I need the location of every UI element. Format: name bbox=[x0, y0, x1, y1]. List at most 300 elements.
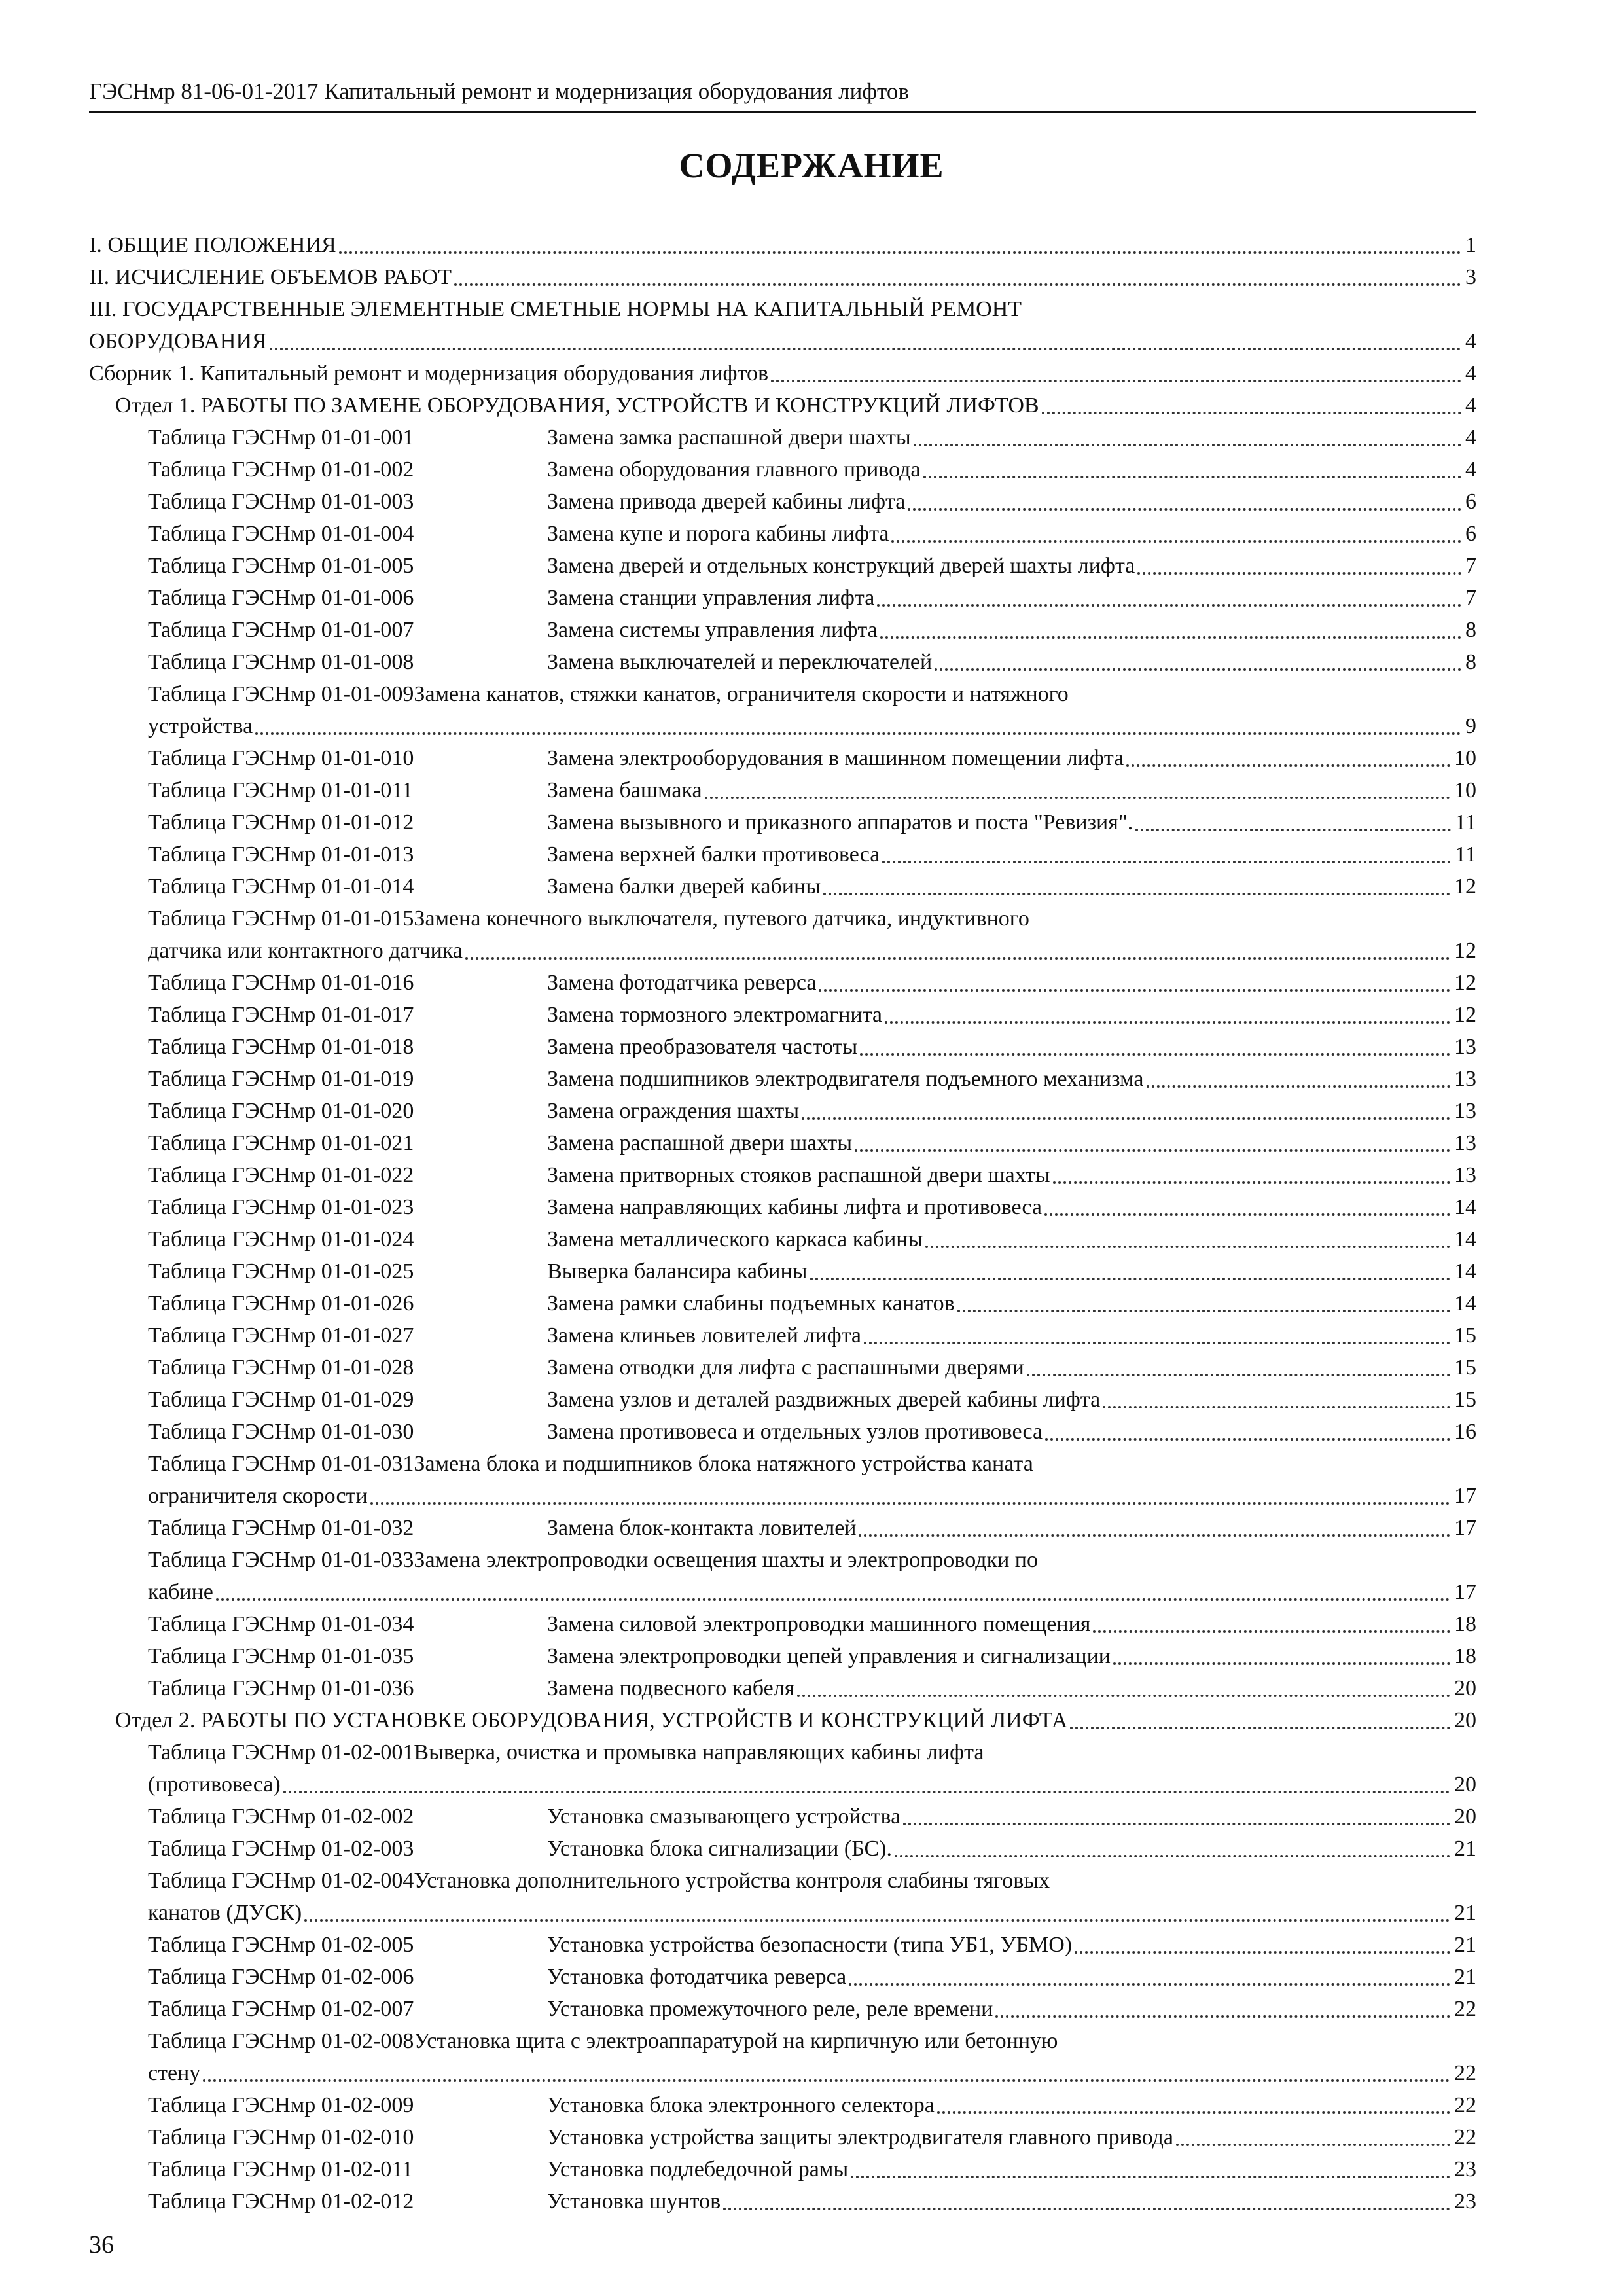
toc-line bbox=[89, 454, 1476, 486]
toc-entry[interactable] bbox=[89, 1801, 1476, 1833]
toc-line bbox=[89, 935, 1476, 967]
dot-leader bbox=[891, 540, 1461, 543]
toc-line bbox=[89, 1736, 1476, 1768]
toc-entry-title: Установка фотодатчика реверса bbox=[547, 1965, 847, 1989]
toc-table-code: Таблица ГЭСНмр 01-02-008 bbox=[148, 2029, 414, 2053]
dot-leader bbox=[304, 1919, 1450, 1922]
toc-entry[interactable] bbox=[89, 582, 1476, 614]
toc-entry[interactable] bbox=[89, 229, 1476, 261]
dot-leader bbox=[1070, 1727, 1450, 1729]
toc-page-number: 3 bbox=[1465, 265, 1476, 289]
toc-page-number: 14 bbox=[1454, 1291, 1476, 1316]
toc-table-code: Таблица ГЭСНмр 01-02-007 bbox=[148, 1997, 414, 2021]
toc-table-code: Таблица ГЭСНмр 01-01-008 bbox=[148, 650, 414, 674]
toc-line bbox=[89, 838, 1476, 870]
dot-leader bbox=[1135, 829, 1451, 831]
toc-page-number: 23 bbox=[1454, 2189, 1476, 2214]
toc-entry[interactable] bbox=[89, 1993, 1476, 2025]
toc-entry-title: Установка блока электронного селектора bbox=[547, 2093, 935, 2117]
toc-line bbox=[89, 1255, 1476, 1287]
toc-line bbox=[89, 2089, 1476, 2121]
toc-page-number: 17 bbox=[1454, 1484, 1476, 1508]
toc-page-number: 6 bbox=[1465, 522, 1476, 546]
toc-line bbox=[89, 1993, 1476, 2025]
toc-entry[interactable] bbox=[89, 2089, 1476, 2121]
toc-entry[interactable] bbox=[89, 1608, 1476, 1640]
toc-entry-title-cont: (противовеса) bbox=[148, 1772, 281, 1797]
dot-leader bbox=[705, 797, 1450, 799]
toc-line bbox=[89, 1159, 1476, 1191]
toc-page-number: 8 bbox=[1465, 650, 1476, 674]
toc-entry[interactable] bbox=[89, 454, 1476, 486]
toc-entry[interactable] bbox=[89, 293, 1476, 357]
toc-line bbox=[89, 742, 1476, 774]
dot-leader bbox=[864, 1342, 1450, 1344]
toc-entry-title: Замена башмака bbox=[547, 778, 702, 802]
toc-table-code: Таблица ГЭСНмр 01-01-002 bbox=[148, 457, 414, 482]
toc-page-number: 14 bbox=[1454, 1227, 1476, 1251]
toc-page-number: 16 bbox=[1454, 1420, 1476, 1444]
toc-entry[interactable] bbox=[89, 389, 1476, 422]
toc-page-number: 23 bbox=[1454, 2157, 1476, 2181]
toc-entry[interactable] bbox=[89, 806, 1476, 838]
toc-line bbox=[89, 229, 1476, 261]
toc-line bbox=[89, 2025, 1476, 2057]
toc-entry-title: Замена отводки для лифта с распашными дверями bbox=[547, 1355, 1024, 1380]
toc-table-code: Таблица ГЭСНмр 01-01-019 bbox=[148, 1067, 414, 1091]
toc-entry-title-cont: стену bbox=[148, 2061, 201, 2085]
toc-entry[interactable] bbox=[89, 999, 1476, 1031]
table-of-contents bbox=[89, 229, 1476, 2217]
dot-leader bbox=[855, 1149, 1450, 1152]
toc-table-code: Таблица ГЭСНмр 01-02-005 bbox=[148, 1933, 414, 1957]
dot-leader bbox=[995, 2015, 1450, 2018]
toc-entry[interactable] bbox=[89, 1736, 1476, 1801]
dot-leader bbox=[1075, 1951, 1450, 1954]
toc-page-number: 10 bbox=[1454, 746, 1476, 770]
toc-entry-title: Замена преобразователя частоты bbox=[547, 1035, 858, 1059]
toc-line bbox=[89, 710, 1476, 742]
toc-entry[interactable] bbox=[89, 261, 1476, 293]
toc-table-code: Таблица ГЭСНмр 01-02-004 bbox=[148, 1869, 414, 1893]
dot-leader bbox=[1053, 1181, 1450, 1184]
toc-table-code: Таблица ГЭСНмр 01-02-006 bbox=[148, 1965, 414, 1989]
toc-entry-title: Выверка балансира кабины bbox=[547, 1259, 808, 1283]
toc-entry[interactable] bbox=[89, 774, 1476, 806]
toc-page-number: 21 bbox=[1454, 1933, 1476, 1957]
toc-entry[interactable] bbox=[89, 486, 1476, 518]
dot-leader bbox=[203, 2079, 1450, 2082]
toc-page-number: 4 bbox=[1465, 425, 1476, 450]
toc-table-code: Таблица ГЭСНмр 01-01-005 bbox=[148, 554, 414, 578]
toc-line bbox=[89, 1512, 1476, 1544]
dot-leader bbox=[859, 1534, 1450, 1537]
toc-entry[interactable] bbox=[89, 2121, 1476, 2153]
dot-leader bbox=[1093, 1630, 1450, 1633]
toc-entry-title: Замена станции управления лифта bbox=[547, 586, 875, 610]
toc-entry[interactable] bbox=[89, 1448, 1476, 1512]
toc-line bbox=[89, 1287, 1476, 1319]
toc-line bbox=[89, 774, 1476, 806]
dot-leader bbox=[1126, 764, 1450, 767]
dot-leader bbox=[935, 668, 1461, 671]
dot-leader bbox=[860, 1053, 1450, 1056]
toc-entry-title: Замена канатов, стяжки канатов, ограничителя скорости и натяжного bbox=[414, 682, 1069, 706]
dot-leader bbox=[957, 1310, 1450, 1312]
toc-line bbox=[89, 1865, 1476, 1897]
toc-table-code: Таблица ГЭСНмр 01-01-027 bbox=[148, 1323, 414, 1348]
toc-table-code: Таблица ГЭСНмр 01-01-001 bbox=[148, 425, 414, 450]
toc-line bbox=[89, 2185, 1476, 2217]
toc-page-number: 7 bbox=[1465, 554, 1476, 578]
toc-entry-title: Сборник 1. Капитальный ремонт и модернизация оборудования лифтов bbox=[89, 361, 769, 386]
toc-entry-title: Замена рамки слабины подъемных канатов bbox=[547, 1291, 955, 1316]
toc-entry[interactable] bbox=[89, 1031, 1476, 1063]
toc-page-number: 12 bbox=[1454, 939, 1476, 963]
toc-entry-title: Замена клиньев ловителей лифта bbox=[547, 1323, 862, 1348]
toc-entry[interactable] bbox=[89, 1416, 1476, 1448]
toc-line bbox=[89, 1961, 1476, 1993]
toc-entry[interactable] bbox=[89, 1384, 1476, 1416]
toc-page-number: 22 bbox=[1454, 2093, 1476, 2117]
toc-table-code: Таблица ГЭСНмр 01-01-036 bbox=[148, 1676, 414, 1700]
toc-page-number: 9 bbox=[1465, 714, 1476, 738]
toc-table-code: Таблица ГЭСНмр 01-01-029 bbox=[148, 1388, 414, 1412]
dot-leader bbox=[283, 1791, 1450, 1793]
toc-entry[interactable] bbox=[89, 550, 1476, 582]
toc-line bbox=[89, 1095, 1476, 1127]
toc-entry-title: Установка устройства защиты электродвигателя главного привода bbox=[547, 2125, 1173, 2149]
toc-line bbox=[89, 1608, 1476, 1640]
dot-leader bbox=[1027, 1374, 1450, 1376]
toc-page-number: 1 bbox=[1465, 233, 1476, 257]
toc-table-code: Таблица ГЭСНмр 01-01-022 bbox=[148, 1163, 414, 1187]
toc-entry[interactable] bbox=[89, 838, 1476, 870]
toc-page-number: 20 bbox=[1454, 1804, 1476, 1829]
toc-line bbox=[89, 1416, 1476, 1448]
toc-page-number: 10 bbox=[1454, 778, 1476, 802]
toc-entry-title-cont: канатов (ДУСК) bbox=[148, 1901, 302, 1925]
toc-table-code: Таблица ГЭСНмр 01-01-025 bbox=[148, 1259, 414, 1283]
toc-entry-title: Замена силовой электропроводки машинного помещения bbox=[547, 1612, 1091, 1636]
toc-page-number: 22 bbox=[1454, 1997, 1476, 2021]
toc-entry-title: Установка промежуточного реле, реле времени bbox=[547, 1997, 993, 2021]
toc-entry[interactable] bbox=[89, 1640, 1476, 1672]
toc-page-number: 12 bbox=[1454, 874, 1476, 899]
toc-entry[interactable] bbox=[89, 357, 1476, 389]
toc-entry-title: Замена балки дверей кабины bbox=[547, 874, 821, 899]
toc-entry-title: Замена противовеса и отдельных узлов противовеса bbox=[547, 1420, 1043, 1444]
toc-entry-title: Замена притворных стояков распашной двери шахты bbox=[547, 1163, 1050, 1187]
toc-page-number: 6 bbox=[1465, 490, 1476, 514]
toc-line bbox=[89, 1768, 1476, 1801]
toc-entry[interactable] bbox=[89, 1095, 1476, 1127]
toc-line bbox=[89, 1544, 1476, 1576]
toc-page-number: 13 bbox=[1454, 1067, 1476, 1091]
page-number: 36 bbox=[89, 2231, 114, 2259]
toc-entry-title: Замена направляющих кабины лифта и противовеса bbox=[547, 1195, 1043, 1219]
toc-table-code: Таблица ГЭСНмр 01-01-024 bbox=[148, 1227, 414, 1251]
toc-table-code: Таблица ГЭСНмр 01-01-011 bbox=[148, 778, 414, 802]
toc-line bbox=[89, 1127, 1476, 1159]
toc-table-code: Таблица ГЭСНмр 01-01-033 bbox=[148, 1548, 414, 1572]
toc-table-code: Таблица ГЭСНмр 01-01-006 bbox=[148, 586, 414, 610]
toc-page-number: 12 bbox=[1454, 971, 1476, 995]
toc-line bbox=[89, 1704, 1476, 1736]
toc-page-number: 21 bbox=[1454, 1901, 1476, 1925]
toc-line bbox=[89, 1929, 1476, 1961]
toc-page-number: 22 bbox=[1454, 2125, 1476, 2149]
toc-entry[interactable] bbox=[89, 1319, 1476, 1352]
dot-leader bbox=[1042, 412, 1461, 414]
toc-entry[interactable] bbox=[89, 1544, 1476, 1608]
toc-line bbox=[89, 1191, 1476, 1223]
dot-leader bbox=[1147, 1085, 1450, 1088]
dot-leader bbox=[1044, 1213, 1450, 1216]
toc-line bbox=[89, 1576, 1476, 1608]
toc-line bbox=[89, 1223, 1476, 1255]
toc-page-number: 12 bbox=[1454, 1003, 1476, 1027]
toc-entry[interactable] bbox=[89, 1191, 1476, 1223]
toc-table-code: Таблица ГЭСНмр 01-02-011 bbox=[148, 2157, 414, 2181]
toc-page-number: 15 bbox=[1454, 1355, 1476, 1380]
toc-entry[interactable] bbox=[89, 1929, 1476, 1961]
toc-line bbox=[89, 1833, 1476, 1865]
dot-leader bbox=[1113, 1662, 1450, 1665]
toc-page-number: 14 bbox=[1454, 1195, 1476, 1219]
toc-entry[interactable] bbox=[89, 1127, 1476, 1159]
toc-entry-title: Установка блока сигнализации (БС). bbox=[547, 1837, 892, 1861]
toc-line bbox=[89, 2121, 1476, 2153]
toc-entry[interactable] bbox=[89, 1352, 1476, 1384]
toc-entry-title: Установка смазывающего устройства bbox=[547, 1804, 901, 1829]
toc-page-number: 11 bbox=[1455, 842, 1476, 867]
toc-table-code: Таблица ГЭСНмр 01-01-031 bbox=[148, 1452, 414, 1476]
toc-table-code: Таблица ГЭСНмр 01-01-010 bbox=[148, 746, 414, 770]
dot-leader bbox=[1176, 2144, 1450, 2146]
dot-leader bbox=[908, 508, 1461, 511]
toc-entry-title: Замена выключателей и переключателей bbox=[547, 650, 933, 674]
toc-line bbox=[89, 325, 1476, 357]
toc-page-number: 4 bbox=[1465, 361, 1476, 386]
toc-table-code: Таблица ГЭСНмр 01-01-023 bbox=[148, 1195, 414, 1219]
toc-table-code: Таблица ГЭСНмр 01-01-012 bbox=[148, 810, 414, 834]
toc-entry-title: Замена электрооборудования в машинном помещении лифта bbox=[547, 746, 1124, 770]
toc-table-code: Таблица ГЭСНмр 01-01-004 bbox=[148, 522, 414, 546]
toc-line bbox=[89, 582, 1476, 614]
toc-page-number: 18 bbox=[1454, 1612, 1476, 1636]
toc-entry[interactable] bbox=[89, 646, 1476, 678]
toc-entry-title: Замена блока и подшипников блока натяжного устройства каната bbox=[414, 1452, 1033, 1476]
toc-entry[interactable] bbox=[89, 903, 1476, 967]
toc-line bbox=[89, 1672, 1476, 1704]
toc-entry-title-cont: устройства bbox=[148, 714, 253, 738]
toc-entry[interactable] bbox=[89, 422, 1476, 454]
toc-entry-title: Замена ограждения шахты bbox=[547, 1099, 800, 1123]
toc-entry-title: Установка дополнительного устройства контроля слабины тяговых bbox=[414, 1869, 1050, 1893]
dot-leader bbox=[802, 1117, 1450, 1120]
toc-page-number: 4 bbox=[1465, 457, 1476, 482]
toc-table-code: Таблица ГЭСНмр 01-02-010 bbox=[148, 2125, 414, 2149]
toc-entry[interactable] bbox=[89, 1961, 1476, 1993]
toc-entry-title: Отдел 2. РАБОТЫ ПО УСТАНОВКЕ ОБОРУДОВАНИЯ, УСТРОЙСТВ И КОНСТРУКЦИЙ ЛИФТА bbox=[115, 1708, 1068, 1732]
toc-page-number: 13 bbox=[1454, 1099, 1476, 1123]
toc-line bbox=[89, 999, 1476, 1031]
toc-page-number: 17 bbox=[1454, 1516, 1476, 1540]
toc-line bbox=[89, 1640, 1476, 1672]
toc-page-number: 15 bbox=[1454, 1388, 1476, 1412]
toc-line bbox=[89, 1384, 1476, 1416]
toc-line bbox=[89, 1031, 1476, 1063]
toc-entry[interactable] bbox=[89, 1512, 1476, 1544]
dot-leader bbox=[882, 861, 1451, 863]
dot-leader bbox=[810, 1278, 1450, 1280]
toc-entry[interactable] bbox=[89, 1672, 1476, 1704]
toc-line bbox=[89, 1897, 1476, 1929]
toc-page-number: 22 bbox=[1454, 2061, 1476, 2085]
dot-leader bbox=[903, 1823, 1450, 1825]
toc-table-code: Таблица ГЭСНмр 01-01-007 bbox=[148, 618, 414, 642]
dot-leader bbox=[797, 1695, 1450, 1697]
toc-line bbox=[89, 1063, 1476, 1095]
toc-entry-title: Отдел 1. РАБОТЫ ПО ЗАМЕНЕ ОБОРУДОВАНИЯ, УСТРОЙСТВ И КОНСТРУКЦИЙ ЛИФТОВ bbox=[115, 393, 1039, 418]
toc-line bbox=[89, 806, 1476, 838]
toc-line bbox=[89, 518, 1476, 550]
toc-entry[interactable] bbox=[89, 967, 1476, 999]
toc-line bbox=[89, 903, 1476, 935]
toc-entry[interactable] bbox=[89, 1865, 1476, 1929]
toc-line bbox=[89, 614, 1476, 646]
toc-line bbox=[89, 261, 1476, 293]
toc-entry-title: Замена дверей и отдельных конструкций дверей шахты лифта bbox=[547, 554, 1135, 578]
toc-table-code: Таблица ГЭСНмр 01-02-002 bbox=[148, 1804, 414, 1829]
toc-table-code: Таблица ГЭСНмр 01-01-034 bbox=[148, 1612, 414, 1636]
toc-line bbox=[89, 389, 1476, 422]
dot-leader bbox=[1137, 572, 1461, 575]
toc-entry-title-cont: ограничителя скорости bbox=[148, 1484, 368, 1508]
toc-entry-title: Замена замка распашной двери шахты bbox=[547, 425, 911, 450]
toc-table-code: Таблица ГЭСНмр 01-01-020 bbox=[148, 1099, 414, 1123]
toc-entry[interactable] bbox=[89, 2153, 1476, 2185]
dot-leader bbox=[370, 1502, 1450, 1505]
toc-line bbox=[89, 2153, 1476, 2185]
dot-leader bbox=[877, 604, 1461, 607]
toc-table-code: Таблица ГЭСНмр 01-01-015 bbox=[148, 906, 414, 931]
toc-page-number: 20 bbox=[1454, 1708, 1476, 1732]
dot-leader bbox=[849, 1983, 1450, 1986]
toc-entry[interactable] bbox=[89, 2185, 1476, 2217]
toc-entry-title: Замена подшипников электродвигателя подъемного механизма bbox=[547, 1067, 1144, 1091]
toc-line bbox=[89, 967, 1476, 999]
toc-page-number: 21 bbox=[1454, 1837, 1476, 1861]
toc-page-number: 21 bbox=[1454, 1965, 1476, 1989]
toc-page-number: 8 bbox=[1465, 618, 1476, 642]
toc-line bbox=[89, 1352, 1476, 1384]
toc-entry-title: Установка устройства безопасности (типа УБ1, УБМО) bbox=[547, 1933, 1073, 1957]
toc-table-code: Таблица ГЭСНмр 01-02-003 bbox=[148, 1837, 414, 1861]
toc-table-code: Таблица ГЭСНмр 01-01-003 bbox=[148, 490, 414, 514]
toc-entry-title: Замена узлов и деталей раздвижных дверей кабины лифта bbox=[547, 1388, 1101, 1412]
toc-line bbox=[89, 486, 1476, 518]
dot-leader bbox=[851, 2176, 1450, 2178]
toc-page-number: 11 bbox=[1455, 810, 1476, 834]
toc-entry[interactable] bbox=[89, 1833, 1476, 1865]
toc-page-number: 13 bbox=[1454, 1035, 1476, 1059]
toc-entry[interactable] bbox=[89, 1255, 1476, 1287]
toc-line bbox=[89, 646, 1476, 678]
toc-entry-title: Замена вызывного и приказного аппаратов и поста "Ревизия". bbox=[547, 810, 1133, 834]
toc-table-code: Таблица ГЭСНмр 01-02-009 bbox=[148, 2093, 414, 2117]
dot-leader bbox=[914, 444, 1461, 446]
dot-leader bbox=[880, 636, 1461, 639]
dot-leader bbox=[270, 348, 1461, 350]
dot-leader bbox=[454, 283, 1461, 286]
toc-page-number: 20 bbox=[1454, 1772, 1476, 1797]
toc-entry[interactable] bbox=[89, 1223, 1476, 1255]
toc-page-number: 13 bbox=[1454, 1163, 1476, 1187]
toc-entry-title: Замена электропроводки освещения шахты и электропроводки по bbox=[414, 1548, 1038, 1572]
toc-table-code: Таблица ГЭСНмр 01-01-018 bbox=[148, 1035, 414, 1059]
running-header: ГЭСНмр 81-06-01-2017 Капитальный ремонт и модернизация оборудования лифтов bbox=[89, 77, 1476, 113]
toc-page-number: 7 bbox=[1465, 586, 1476, 610]
toc-entry-title-cont: ОБОРУДОВАНИЯ bbox=[89, 329, 267, 353]
dot-leader bbox=[895, 1855, 1450, 1857]
dot-leader bbox=[885, 1021, 1450, 1024]
toc-table-code: Таблица ГЭСНмр 01-01-009 bbox=[148, 682, 414, 706]
toc-table-code: Таблица ГЭСНмр 01-01-035 bbox=[148, 1644, 414, 1668]
dot-leader bbox=[823, 893, 1450, 895]
toc-entry-title: Установка подлебедочной рамы bbox=[547, 2157, 849, 2181]
toc-table-code: Таблица ГЭСНмр 01-01-032 bbox=[148, 1516, 414, 1540]
toc-page-number: 13 bbox=[1454, 1131, 1476, 1155]
toc-entry[interactable] bbox=[89, 1287, 1476, 1319]
toc-line bbox=[89, 357, 1476, 389]
toc-page-number: 14 bbox=[1454, 1259, 1476, 1283]
toc-line bbox=[89, 422, 1476, 454]
toc-entry[interactable] bbox=[89, 1063, 1476, 1095]
toc-entry[interactable] bbox=[89, 870, 1476, 903]
toc-line bbox=[89, 550, 1476, 582]
toc-entry[interactable] bbox=[89, 2025, 1476, 2089]
toc-entry[interactable] bbox=[89, 614, 1476, 646]
dot-leader bbox=[1103, 1406, 1450, 1408]
toc-entry-title: Замена металлического каркаса кабины bbox=[547, 1227, 923, 1251]
dot-leader bbox=[465, 957, 1450, 960]
toc-entry[interactable] bbox=[89, 742, 1476, 774]
toc-entry[interactable] bbox=[89, 1159, 1476, 1191]
toc-entry-title: Замена подвесного кабеля bbox=[547, 1676, 795, 1700]
toc-entry-title: I. ОБЩИЕ ПОЛОЖЕНИЯ bbox=[89, 233, 336, 257]
toc-entry-title: Замена оборудования главного привода bbox=[547, 457, 921, 482]
dot-leader bbox=[937, 2111, 1450, 2114]
toc-entry-title: Замена блок-контакта ловителей bbox=[547, 1516, 857, 1540]
toc-entry-title: Замена фотодатчика реверса bbox=[547, 971, 817, 995]
toc-table-code: Таблица ГЭСНмр 01-01-030 bbox=[148, 1420, 414, 1444]
toc-entry[interactable] bbox=[89, 1704, 1476, 1736]
toc-table-code: Таблица ГЭСНмр 01-01-028 bbox=[148, 1355, 414, 1380]
toc-entry-title: Замена системы управления лифта bbox=[547, 618, 878, 642]
dot-leader bbox=[819, 989, 1450, 992]
toc-entry[interactable] bbox=[89, 518, 1476, 550]
toc-entry[interactable] bbox=[89, 678, 1476, 742]
dot-leader bbox=[723, 2208, 1450, 2210]
toc-entry-title: II. ИСЧИСЛЕНИЕ ОБЪЕМОВ РАБОТ bbox=[89, 265, 452, 289]
dot-leader bbox=[339, 251, 1461, 254]
toc-line bbox=[89, 870, 1476, 903]
toc-entry-title: Замена верхней балки противовеса bbox=[547, 842, 880, 867]
toc-entry-title: Замена купе и порога кабины лифта bbox=[547, 522, 889, 546]
toc-line bbox=[89, 1480, 1476, 1512]
